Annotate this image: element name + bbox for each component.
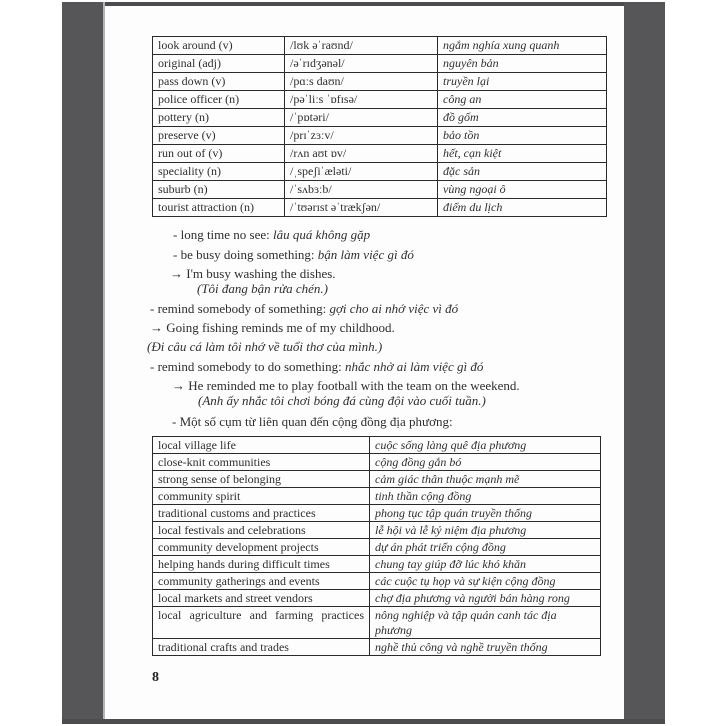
photo-frame-right-bar: [624, 2, 665, 719]
note-translation: lâu quá không gặp: [273, 227, 371, 242]
cell-phrase-vi: phong tục tập quán truyền thống: [370, 505, 601, 522]
cell-meaning: điểm du lịch: [438, 199, 607, 217]
cell-phrase-en: helping hands during difficult times: [153, 556, 370, 573]
note-lead: - be busy doing something:: [173, 247, 318, 262]
note-lead: → Going fishing reminds me of my childhood.: [150, 320, 395, 335]
table-row: [153, 91, 607, 109]
cell-ipa: /pɑːs daʊn/: [285, 73, 438, 91]
cell-ipa: /ˈsʌbɜːb/: [285, 181, 438, 199]
table-row: [153, 145, 607, 163]
cell-word: police officer (n): [153, 91, 285, 109]
cell-meaning: ngắm nghía xung quanh: [438, 37, 607, 55]
note-translation-line: [197, 281, 328, 297]
cell-phrase-en: traditional crafts and trades: [153, 639, 370, 656]
cell-word: suburb (n): [153, 181, 285, 199]
cell-word: preserve (v): [153, 127, 285, 145]
note-line: [150, 359, 483, 375]
cell-phrase-en: local festivals and celebrations: [153, 522, 370, 539]
cell-meaning: đặc sản: [438, 163, 607, 181]
note-translation: (Anh ấy nhắc tôi chơi bóng đá cùng đội vào cuối tuần.): [198, 393, 486, 408]
cell-word: pass down (v): [153, 73, 285, 91]
cell-ipa: /əˈrɪdʒənəl/: [285, 55, 438, 73]
note-translation-line: [198, 393, 486, 409]
cell-ipa: /ˈpɒtəri/: [285, 109, 438, 127]
cell-phrase-vi: nông nghiệp và tập quán canh tác địa phương: [370, 607, 601, 639]
cell-word: tourist attraction (n): [153, 199, 285, 217]
cell-phrase-en: local agriculture and farming practices: [153, 607, 370, 639]
photo-frame-bottom-edge: [62, 719, 665, 724]
table-row: [153, 556, 601, 573]
note-translation: bận làm việc gì đó: [317, 247, 414, 262]
cell-meaning: đồ gốm: [438, 109, 607, 127]
cell-phrase-vi: dự án phát triển cộng đồng: [370, 539, 601, 556]
note-lead: - remind somebody to do something:: [150, 359, 345, 374]
cell-phrase-en: community development projects: [153, 539, 370, 556]
vocab-table: [152, 36, 607, 217]
cell-ipa: /ˌspeʃiˈæləti/: [285, 163, 438, 181]
cell-ipa: /prɪˈzɜːv/: [285, 127, 438, 145]
table-row: [153, 55, 607, 73]
note-translation: (Đi câu cá làm tôi nhớ về tuổi thơ của mình.): [147, 339, 383, 354]
table-row: [153, 590, 601, 607]
note-line: [173, 227, 370, 243]
phrase-table: [152, 436, 601, 656]
table-row: [153, 109, 607, 127]
cell-phrase-vi: các cuộc tụ họp và sự kiện cộng đồng: [370, 573, 601, 590]
cell-phrase-vi: cộng đồng gắn bó: [370, 454, 601, 471]
note-line: [170, 266, 336, 282]
cell-ipa: /lʊk əˈraʊnd/: [285, 37, 438, 55]
cell-phrase-en: community spirit: [153, 488, 370, 505]
page-number: 8: [152, 670, 159, 685]
cell-phrase-vi: cuộc sống làng quê địa phương: [370, 437, 601, 454]
cell-ipa: /ˈtʊərɪst əˈtrækʃən/: [285, 199, 438, 217]
note-translation: (Tôi đang bận rửa chén.): [197, 281, 328, 296]
note-lead: → He reminded me to play football with the team on the weekend.: [172, 378, 520, 393]
cell-word: speciality (n): [153, 163, 285, 181]
cell-word: run out of (v): [153, 145, 285, 163]
cell-meaning: truyền lại: [438, 73, 607, 91]
cell-phrase-en: local markets and street vendors: [153, 590, 370, 607]
book-page: [105, 6, 624, 719]
table-row: [153, 539, 601, 556]
table-row: [153, 639, 601, 656]
table-row: [153, 454, 601, 471]
note-line: [172, 378, 520, 394]
table-row: [153, 73, 607, 91]
note-line: [173, 247, 414, 263]
table-row: [153, 437, 601, 454]
table-row: [153, 199, 607, 217]
cell-meaning: công an: [438, 91, 607, 109]
cell-phrase-vi: lễ hội và lễ kỷ niệm địa phương: [370, 522, 601, 539]
cell-phrase-vi: chợ địa phương và người bán hàng rong: [370, 590, 601, 607]
table-row: [153, 181, 607, 199]
table-row: [153, 505, 601, 522]
table-row: [153, 127, 607, 145]
cell-phrase-en: strong sense of belonging: [153, 471, 370, 488]
note-lead: - Một số cụm từ liên quan đến cộng đồng địa phương:: [172, 414, 453, 429]
cell-phrase-en: local village life: [153, 437, 370, 454]
cell-meaning: vùng ngoại ô: [438, 181, 607, 199]
cell-phrase-vi: cảm giác thân thuộc mạnh mẽ: [370, 471, 601, 488]
note-translation: gợi cho ai nhớ việc vì đó: [329, 301, 459, 316]
cell-meaning: nguyên bản: [438, 55, 607, 73]
cell-word: pottery (n): [153, 109, 285, 127]
table-row: [153, 163, 607, 181]
cell-ipa: /pəˈliːs ˈɒfɪsə/: [285, 91, 438, 109]
table-row: [153, 471, 601, 488]
cell-phrase-vi: nghề thủ công và nghề truyền thống: [370, 639, 601, 656]
cell-meaning: hết, cạn kiệt: [438, 145, 607, 163]
note-line: [150, 301, 458, 317]
cell-phrase-en: close-knit communities: [153, 454, 370, 471]
table-row: [153, 488, 601, 505]
note-translation-line: [147, 339, 382, 355]
note-lead: → I'm busy washing the dishes.: [170, 266, 336, 281]
section-intro-line: [172, 414, 453, 430]
table-row: [153, 573, 601, 590]
cell-phrase-en: community gatherings and events: [153, 573, 370, 590]
note-lead: - long time no see:: [173, 227, 274, 242]
cell-ipa: /rʌn aʊt ɒv/: [285, 145, 438, 163]
table-row: [153, 37, 607, 55]
note-lead: - remind somebody of something:: [150, 301, 330, 316]
table-row: [153, 522, 601, 539]
cell-word: original (adj): [153, 55, 285, 73]
table-row: [153, 607, 601, 639]
cell-meaning: bảo tồn: [438, 127, 607, 145]
photo-frame-left-bar: [62, 2, 105, 719]
cell-phrase-vi: chung tay giúp đỡ lúc khó khăn: [370, 556, 601, 573]
cell-phrase-vi: tinh thần cộng đồng: [370, 488, 601, 505]
note-translation: nhắc nhở ai làm việc gì đó: [344, 359, 484, 374]
cell-phrase-en: traditional customs and practices: [153, 505, 370, 522]
note-line: [150, 320, 395, 336]
cell-word: look around (v): [153, 37, 285, 55]
